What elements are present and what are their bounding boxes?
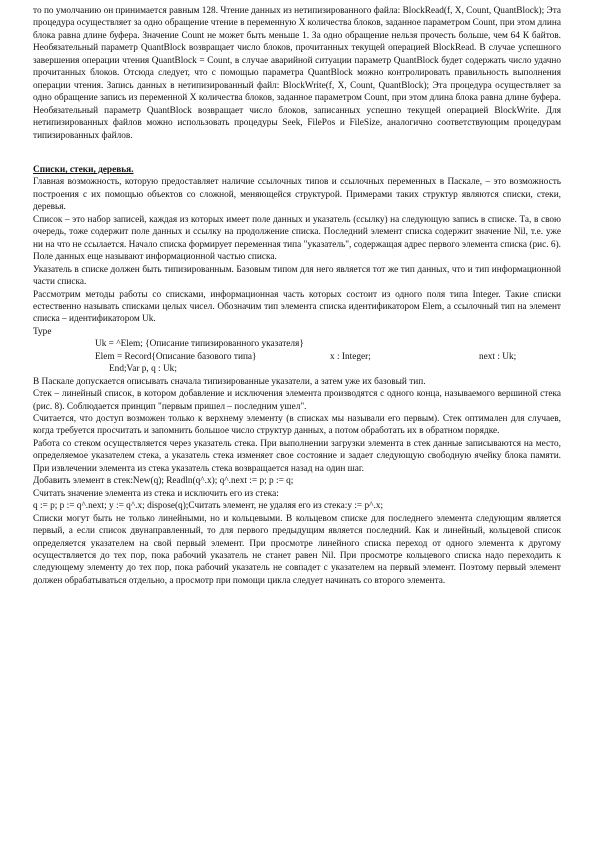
code-field-next: next : Uk; [479,351,517,362]
paragraph-typed-pointer: Указатель в списке должен быть типизированным. Базовым типом для него является тот же тип данных, что и тип информационной части списка. [33,264,561,288]
text-pop-caption: Считать значение элемента из стека и исключить его из стека: [33,488,279,499]
paragraph-blockread: то по умолчанию он принимается равным 128. Чтение данных из нетипизированного файла: BlockRead(f, X, Count, QuantBlock); Эта процедура осуществляет за одно обращение чтение в переменную X количества блоков, заданное параметром Count, при этом длина блока равна длине буфера. Значение Count не может быть меньше 1. За одно обращение нельзя прочесть больше, чем 64 К байтов. Необязательный параметр QuantBlock возвращает число блоков, прочитанных текущей операцией BlockRead. В случае успешного завершения операции чтения QuantBlock = Count, в случае аварийной ситуации параметр QuantBlock будет содержать число удачно прочитанных блоков. Отсюда следует, что с помощью параметра QuantBlock можно контролировать правильность выполнения операции чтения. Запись данных в нетипизированный файл: BlockWrite(f, X, Count, QuantBlock); Эта процедура осуществляет за одно обращение запись из переменной X количества блоков, заданное параметром Count, при этом длина блока равна длине буфера. Необязательный параметр QuantBlock возвращает число блоков, записанных успешно текущей операцией BlockWrite. Для нетипизированных файлов можно использовать процедуры Seek, FilePos и FileSize, аналогично соответствующим процедурам типизированных файлов. [33,6,561,141]
paragraph-list-definition: Список – это набор записей, каждая из которых имеет поле данных и указатель (ссылку) на следующую запись в списке. Та, в свою очередь, тоже содержит поле данных и ссылку на продолжение списка. Последний элемент списка содержит значение Nil, т.е. уже ни на что не ссылается. Начало списка формирует переменная типа "указатель", содержащая адрес первого элемента списка (рис. 6). Поле данных еще называют информационной частью списка. [33,214,561,263]
code-line-1 [33,338,561,350]
code-pop: q := p; p := q^.next; y := q^.x; dispose(q);Считать элемент, не удаляя его из стека:y := p^.x; [33,501,384,512]
code-line-2 [33,351,561,363]
paragraph-stack-definition: Стек – линейный список, в котором добавление и исключения элемента производятся с одного конца, называемого вершиной стека (рис. 8). Соблюдается принцип "первым пришел – последним ушел". [33,389,561,412]
section-title: Списки, стеки, деревья. [33,164,134,175]
paragraph-stack-access: Считается, что доступ возможен только к верхнему элементу (в списках мы называли его первым). Стек оптимален для случаев, когда требуется просчитать и запомнить большое число структур данных, а потом обработать их в обратном порядке. [33,414,561,437]
paragraph-pascal-order: В Паскале допускается описывать сначала типизированные указатели, а затем уже их базовый тип. [33,376,426,387]
code-push: Добавить элемент в стек:New(q); Readln(q^.x); q^.next := p; p := q; [33,476,294,487]
paragraph-intro: Главная возможность, которую предоставляет наличие ссылочных типов и ссылочных переменных в Паскале, – это возможность построения с их помощью объектов со сложной, меняющейся структурой. Примерами таких структур являются списки, стеки, деревья. [33,177,561,213]
document-page [33,0,561,842]
code-line-3 [33,363,561,375]
paragraph-stack-pointer: Работа со стеком осуществляется через указатель стека. При выполнении загрузки элемента в стек данные записываются на место, определяемое указателем стека, а указатель стека изменяет свое состояние и задает следующую свободную ячейку блока памяти. При извлечении элемента из стека указатель стека возвращается назад на один шаг. [33,438,561,474]
code-uk-decl: Uk = ^Elem; {Описание типизированного указателя} [95,339,304,350]
code-elem-record: Elem = Record{Описание базового типа} [95,351,257,362]
spacer [33,142,561,164]
code-end-var: End;Var p, q : Uk; [109,364,177,375]
paragraph-circular-lists: Списки могут быть не только линейными, но и кольцевыми. В кольцевом списке для последнего элемента следующим является первый, а если список двунаправленный, то для первого предыдущим является последний. Как и линейный, кольцевой список определяется указателем на свой первый элемент. При просмотре линейного списка переход от одного элемента к другому осуществляется до тех пор, пока рабочий указатель не станет равен Nil. При просмотре кольцевого списка надо переходить к следующему элементу до тех пор, пока рабочий указатель не совпадет с указателем на первый элемент. Поэтому первый элемент должен обрабатываться отдельно, а просмотр при помощи цикла следует начинать со второго элемента. [33,513,561,586]
code-type-keyword: Type [33,326,52,337]
paragraph-integer-lists: Рассмотрим методы работы со списками, информационная часть которых состоит из одного поля типа Integer. Такие списки естественно называть списками целых чисел. Обозначим тип элемента списка идентификатором Elem, а ссылочный тип на элемент списка – идентификатором Uk. [33,289,561,325]
code-field-x: x : Integer; [330,351,371,362]
